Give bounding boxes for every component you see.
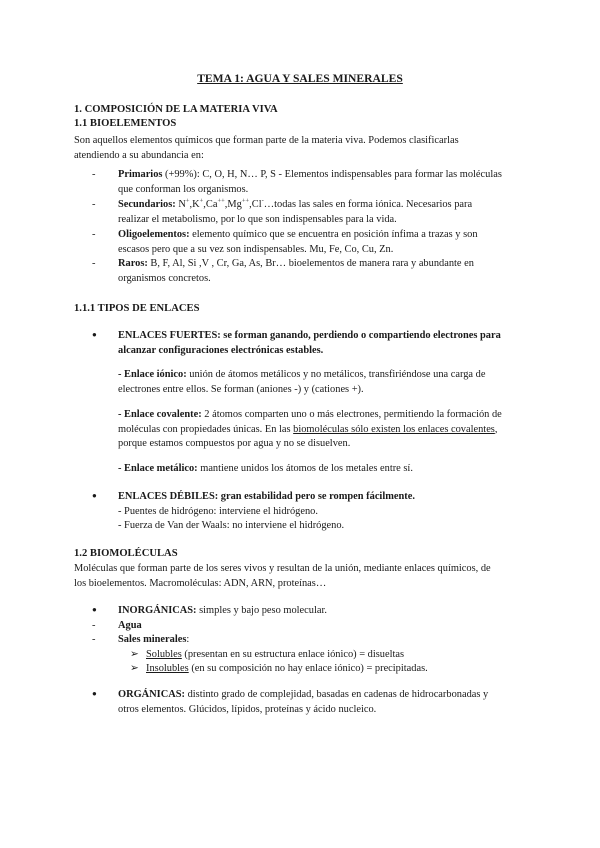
item-text: que conforman los organismos. <box>118 183 249 195</box>
list-item-sales-minerales <box>92 633 522 648</box>
dash-marker: - <box>92 620 96 631</box>
enlace-covalente <box>118 408 528 452</box>
dash-marker: - <box>92 199 96 210</box>
item-label: ORGÁNICAS: <box>118 689 185 700</box>
ion-charge: + <box>185 197 190 205</box>
item-text: elemento químico que se encuentra en posición ínfima a trazas y son <box>189 229 478 240</box>
item-text: organismos concretos. <box>118 272 211 284</box>
list-item-primarios <box>92 168 522 197</box>
item-text: 2 átomos comparten uno o más electrones, permitiendo la formación de <box>201 409 502 420</box>
bullet-marker: ● <box>92 689 97 698</box>
item-label: - Enlace metálico: <box>118 463 198 474</box>
item-label: Sales minerales <box>118 634 187 645</box>
item-text: realizar el metabolismo, por lo que son indispensables para la vida. <box>118 213 397 225</box>
item-text: B, F, Al, Si ,V , Cr, Ga, As, Br… bioelementos de manera rara y abundante en <box>147 258 474 269</box>
intro-line: atendiendo a su abundancia en: <box>74 149 204 161</box>
section-heading-biomoleculas: 1.2 BIOMOLÉCULAS <box>74 548 178 559</box>
item-text: moléculas con propiedades únicas. En las <box>118 423 294 435</box>
dash-marker: - <box>92 229 96 240</box>
item-text: …todas las sales en forma iónica. Necesarios para <box>263 199 473 210</box>
bioelementos-intro <box>74 134 522 163</box>
biomoleculas-intro <box>74 562 522 591</box>
item-text: otros elementos. Glúcidos, lípidos, proteínas y ácido nucleico. <box>118 703 377 715</box>
bullet-marker: ● <box>92 605 97 614</box>
page-title: TEMA 1: AGUA Y SALES MINERALES <box>197 72 403 85</box>
list-item-agua <box>92 619 522 634</box>
bullet-marker: ● <box>92 330 97 339</box>
arrow-marker: ➢ <box>130 649 139 660</box>
item-label: Secundarios: <box>118 199 176 210</box>
ion-charge: ++ <box>241 197 250 205</box>
item-label: Solubles <box>146 649 182 660</box>
intro-line: Moléculas que forman parte de los seres vivos y resultan de la unión, mediante enlaces químicos, de <box>74 563 491 574</box>
ion-n: N <box>175 199 186 210</box>
item-text: , <box>494 423 498 435</box>
ion-cl: ,Cl <box>249 199 262 210</box>
item-label: Insolubles <box>146 663 189 674</box>
item-text: se forman ganando, perdiendo o compartiendo electrones para <box>220 330 501 341</box>
ion-k: ,K <box>189 199 200 210</box>
item-label: Oligoelementos: <box>118 229 190 240</box>
enlace-ionico <box>118 368 528 397</box>
bullet-marker: ● <box>92 491 97 500</box>
item-text: porque estamos compuestos por agua y no se disuelven. <box>118 438 351 450</box>
ion-ca: ,Ca <box>203 199 218 210</box>
item-text: - Fuerza de Van der Waals: no interviene el hidrógeno. <box>118 520 345 532</box>
list-item-raros <box>92 257 522 286</box>
item-label: ENLACES DÉBILES: <box>118 491 219 502</box>
item-text: mantiene unidos los átomos de los metales entre sí. <box>197 463 413 474</box>
section-heading-composicion: 1. COMPOSICIÓN DE LA MATERIA VIVA <box>74 104 278 115</box>
list-item-organicas <box>92 688 522 717</box>
dash-marker: - <box>92 634 96 645</box>
item-label: INORGÁNICAS: <box>118 605 197 616</box>
section-heading-bioelementos: 1.1 BIOELEMENTOS <box>74 118 177 129</box>
list-item-solubles <box>110 648 530 663</box>
intro-line: Son aquellos elementos químicos que forman parte de la materia viva. Podemos clasificarlas <box>74 135 459 146</box>
item-label: Primarios <box>118 169 163 180</box>
ion-mg: ,Mg <box>224 199 242 210</box>
item-text: : <box>186 634 190 645</box>
item-text: (en su composición no hay enlace iónico) = precipitadas. <box>188 663 428 674</box>
list-item-oligoelementos <box>92 228 522 257</box>
item-text: (presentan en su estructura enlace iónico) = disueltas <box>181 649 405 660</box>
intro-line: los bioelementos. Macromoléculas: ADN, ARN, proteínas… <box>74 577 327 589</box>
list-item-insolubles <box>110 662 530 677</box>
ion-charge: + <box>199 197 204 205</box>
list-item-enlaces-debiles <box>92 490 522 534</box>
item-label: ENLACES FUERTES: <box>118 330 221 341</box>
item-text: distinto grado de complejidad, basadas en cadenas de hidrocarbonadas y <box>184 689 489 700</box>
item-label: Agua <box>118 620 142 631</box>
underlined-text: biomoléculas sólo existen los enlaces covalentes <box>293 423 495 435</box>
item-label: Raros: <box>118 258 148 269</box>
ion-charge: ++ <box>217 197 225 205</box>
item-text: alcanzar configuraciones electrónicas estables. <box>118 344 324 356</box>
ion-charge: - <box>261 197 264 205</box>
item-text: gran estabilidad pero se rompen fácilmente. <box>218 491 415 502</box>
list-item-secundarios <box>92 198 522 227</box>
list-item-enlaces-fuertes <box>92 329 522 358</box>
item-text: escasos pero que a su vez son indispensables. Mu, Fe, Co, Cu, Zn. <box>118 243 394 255</box>
item-text: unión de átomos metálicos y no metálicos, transfiriéndose una carga de <box>186 369 486 380</box>
section-heading-tipos-enlaces: 1.1.1 TIPOS DE ENLACES <box>74 303 200 314</box>
arrow-marker: ➢ <box>130 663 139 674</box>
item-text: simples y bajo peso molecular. <box>196 605 327 616</box>
item-text: (+99%): C, O, H, N… P, S - Elementos indispensables para formar las moléculas <box>162 169 502 180</box>
enlace-metalico <box>118 462 528 477</box>
dash-marker: - <box>92 258 96 269</box>
item-text: electrones entre ellos. Se forman (aniones -) y (cationes +). <box>118 383 364 395</box>
item-label: - Enlace iónico: <box>118 369 187 380</box>
item-label: - Enlace covalente: <box>118 409 202 420</box>
item-text: - Puentes de hidrógeno: interviene el hidrógeno. <box>118 505 318 517</box>
list-item-inorganicas <box>92 604 522 619</box>
dash-marker: - <box>92 169 96 180</box>
